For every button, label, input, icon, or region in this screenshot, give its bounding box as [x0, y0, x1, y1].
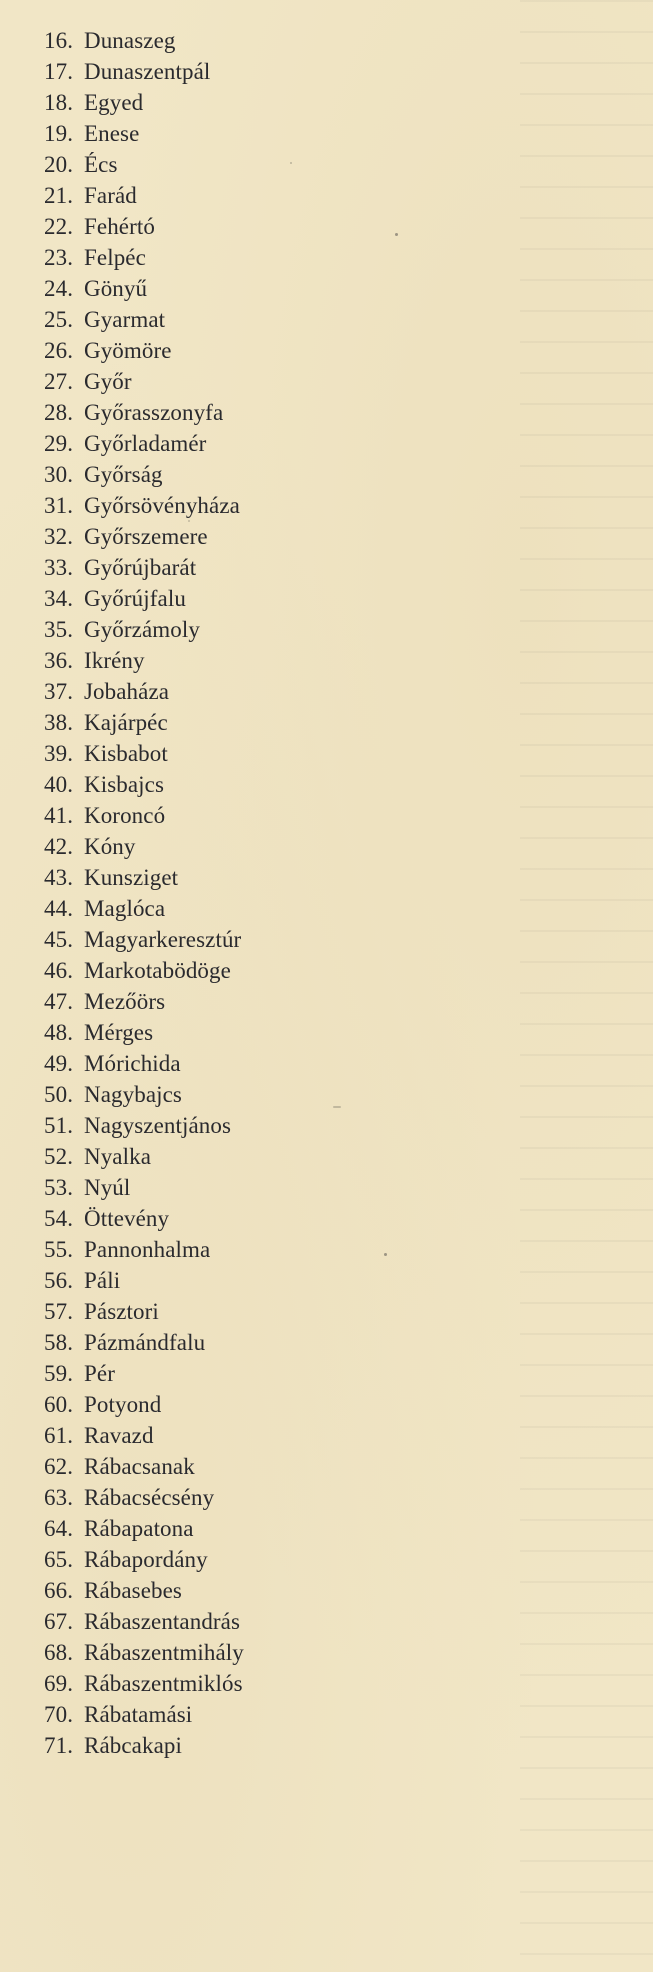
item-number: 68.: [44, 1640, 74, 1665]
item-number: 38.: [44, 710, 74, 735]
item-number: 58.: [44, 1330, 74, 1355]
settlement-name: Potyond: [84, 1392, 162, 1417]
item-number: 28.: [44, 400, 74, 425]
list-item: [44, 273, 244, 304]
item-number: 67.: [44, 1609, 74, 1634]
settlement-name: Jobaháza: [84, 679, 170, 704]
item-number: 34.: [44, 586, 74, 611]
item-number: 44.: [44, 896, 74, 921]
settlement-name: Rábaszentmihály: [84, 1640, 244, 1665]
list-item: [44, 1017, 244, 1048]
item-number: 70.: [44, 1702, 74, 1727]
item-number: 63.: [44, 1485, 74, 1510]
item-number: 61.: [44, 1423, 74, 1448]
list-item: [44, 118, 244, 149]
item-number: 71.: [44, 1733, 74, 1758]
settlement-name: Rábcakapi: [84, 1733, 182, 1758]
settlement-name: Rábapordány: [84, 1547, 208, 1572]
settlement-name: Győrsövényháza: [84, 493, 240, 518]
settlement-name: Rábasebes: [84, 1578, 182, 1603]
list-item: [44, 1420, 244, 1451]
list-item: [44, 304, 244, 335]
paper-speck: [290, 162, 292, 164]
item-number: 62.: [44, 1454, 74, 1479]
item-number: 25.: [44, 307, 74, 332]
list-item: [44, 211, 244, 242]
settlement-name: Győrság: [84, 462, 163, 487]
item-number: 40.: [44, 772, 74, 797]
list-item: [44, 986, 244, 1017]
list-item: [44, 242, 244, 273]
item-number: 52.: [44, 1144, 74, 1169]
item-number: 17.: [44, 59, 74, 84]
item-number: 35.: [44, 617, 74, 642]
item-number: 47.: [44, 989, 74, 1014]
list-item: [44, 1358, 244, 1389]
item-number: 31.: [44, 493, 74, 518]
settlement-name: Pásztori: [84, 1299, 159, 1324]
bleed-through-text: [520, 0, 653, 1972]
settlement-name: Mérges: [84, 1020, 154, 1045]
list-item: [44, 1575, 244, 1606]
item-number: 19.: [44, 121, 74, 146]
list-item: [44, 862, 244, 893]
list-item: [44, 459, 244, 490]
settlement-name: Győrasszonyfa: [84, 400, 224, 425]
list-item: [44, 1389, 244, 1420]
settlement-name: Pázmándfalu: [84, 1330, 206, 1355]
item-number: 43.: [44, 865, 74, 890]
settlement-name: Győrzámoly: [84, 617, 200, 642]
item-number: 49.: [44, 1051, 74, 1076]
settlement-name: Kisbabot: [84, 741, 168, 766]
item-number: 57.: [44, 1299, 74, 1324]
item-number: 32.: [44, 524, 74, 549]
settlement-name: Gyarmat: [84, 307, 166, 332]
item-number: 21.: [44, 183, 74, 208]
list-item: [44, 1327, 244, 1358]
settlement-name: Ikrény: [84, 648, 145, 673]
item-number: 23.: [44, 245, 74, 270]
settlement-name: Rábapatona: [84, 1516, 194, 1541]
settlement-name: Enese: [84, 121, 140, 146]
settlement-name: Nagybajcs: [84, 1082, 182, 1107]
list-item: [44, 924, 244, 955]
settlement-name: Gyömöre: [84, 338, 172, 363]
list-item: [44, 56, 244, 87]
settlement-name: Pannonhalma: [84, 1237, 211, 1262]
list-item: [44, 1172, 244, 1203]
item-number: 64.: [44, 1516, 74, 1541]
settlement-name: Maglóca: [84, 896, 166, 921]
list-item: [44, 1606, 244, 1637]
list-item: [44, 1482, 244, 1513]
settlement-name: Öttevény: [84, 1206, 170, 1231]
paper-speck: [395, 233, 398, 236]
settlement-name: Mórichida: [84, 1051, 181, 1076]
item-number: 20.: [44, 152, 74, 177]
list-item: [44, 1203, 244, 1234]
list-item: [44, 521, 244, 552]
settlement-name: Markotabödöge: [84, 958, 231, 983]
list-item: [44, 1699, 244, 1730]
list-item: [44, 335, 244, 366]
settlement-name: Győrújfalu: [84, 586, 186, 611]
list-item: [44, 738, 244, 769]
list-item: [44, 583, 244, 614]
item-number: 42.: [44, 834, 74, 859]
list-item: [44, 614, 244, 645]
list-item: [44, 1730, 244, 1761]
item-number: 29.: [44, 431, 74, 456]
item-number: 46.: [44, 958, 74, 983]
settlement-name: Kunsziget: [84, 865, 179, 890]
item-number: 54.: [44, 1206, 74, 1231]
settlement-name: Felpéc: [84, 245, 146, 270]
settlement-name: Magyarkeresztúr: [84, 927, 242, 952]
item-number: 55.: [44, 1237, 74, 1262]
list-item: [44, 1544, 244, 1575]
list-item: [44, 800, 244, 831]
list-item: [44, 397, 244, 428]
list-item: [44, 1513, 244, 1544]
settlement-name: Dunaszentpál: [84, 59, 211, 84]
item-number: 18.: [44, 90, 74, 115]
paper-speck: [333, 1106, 341, 1108]
settlement-name: Ravazd: [84, 1423, 154, 1448]
settlement-name: Écs: [84, 152, 118, 177]
settlement-name: Győrszemere: [84, 524, 208, 549]
list-item: [44, 1451, 244, 1482]
settlement-name: Rábaszentandrás: [84, 1609, 241, 1634]
settlement-name: Rábacsanak: [84, 1454, 195, 1479]
settlement-name: Rábaszentmiklós: [84, 1671, 243, 1696]
item-number: 16.: [44, 28, 74, 53]
settlement-name: Farád: [84, 183, 137, 208]
list-item: [44, 1668, 244, 1699]
item-number: 27.: [44, 369, 74, 394]
item-number: 33.: [44, 555, 74, 580]
list-item: [44, 1296, 244, 1327]
list-item: [44, 428, 244, 459]
list-item: [44, 1637, 244, 1668]
settlement-name: Kisbajcs: [84, 772, 165, 797]
item-number: 65.: [44, 1547, 74, 1572]
settlement-name: Rábatamási: [84, 1702, 193, 1727]
settlement-name: Rábacsécsény: [84, 1485, 215, 1510]
item-number: 39.: [44, 741, 74, 766]
settlement-name: Győr: [84, 369, 132, 394]
item-number: 59.: [44, 1361, 74, 1386]
list-item: [44, 552, 244, 583]
list-item: [44, 1079, 244, 1110]
list-item: [44, 831, 244, 862]
item-number: 36.: [44, 648, 74, 673]
list-item: [44, 490, 244, 521]
item-number: 69.: [44, 1671, 74, 1696]
item-number: 56.: [44, 1268, 74, 1293]
settlement-name: Győrladamér: [84, 431, 207, 456]
paper-speck: [188, 520, 190, 522]
settlement-name: Koroncó: [84, 803, 166, 828]
settlement-name: Páli: [84, 1268, 121, 1293]
item-number: 37.: [44, 679, 74, 704]
settlement-name: Pér: [84, 1361, 115, 1386]
settlement-name: Kóny: [84, 834, 136, 859]
item-number: 66.: [44, 1578, 74, 1603]
settlement-name: Nyúl: [84, 1175, 131, 1200]
list-item: [44, 87, 244, 118]
list-item: [44, 25, 244, 56]
list-item: [44, 1110, 244, 1141]
settlement-list: [44, 25, 244, 1761]
item-number: 41.: [44, 803, 74, 828]
item-number: 24.: [44, 276, 74, 301]
item-number: 50.: [44, 1082, 74, 1107]
item-number: 60.: [44, 1392, 74, 1417]
list-item: [44, 707, 244, 738]
item-number: 30.: [44, 462, 74, 487]
list-item: [44, 676, 244, 707]
item-number: 48.: [44, 1020, 74, 1045]
item-number: 51.: [44, 1113, 74, 1138]
item-number: 22.: [44, 214, 74, 239]
list-item: [44, 893, 244, 924]
settlement-name: Gönyű: [84, 276, 148, 301]
paper-speck: [384, 1253, 387, 1256]
settlement-name: Nagyszentjános: [84, 1113, 232, 1138]
settlement-name: Egyed: [84, 90, 144, 115]
list-item: [44, 645, 244, 676]
settlement-name: Dunaszeg: [84, 28, 176, 53]
settlement-name: Kajárpéc: [84, 710, 168, 735]
item-number: 53.: [44, 1175, 74, 1200]
list-item: [44, 180, 244, 211]
settlement-name: Győrújbarát: [84, 555, 197, 580]
list-item: [44, 1234, 244, 1265]
list-item: [44, 1265, 244, 1296]
settlement-name: Fehértó: [84, 214, 155, 239]
settlement-name: Mezőörs: [84, 989, 166, 1014]
list-item: [44, 366, 244, 397]
list-item: [44, 1048, 244, 1079]
settlement-name: Nyalka: [84, 1144, 152, 1169]
list-item: [44, 1141, 244, 1172]
item-number: 26.: [44, 338, 74, 363]
list-item: [44, 149, 244, 180]
item-number: 45.: [44, 927, 74, 952]
list-item: [44, 769, 244, 800]
list-item: [44, 955, 244, 986]
